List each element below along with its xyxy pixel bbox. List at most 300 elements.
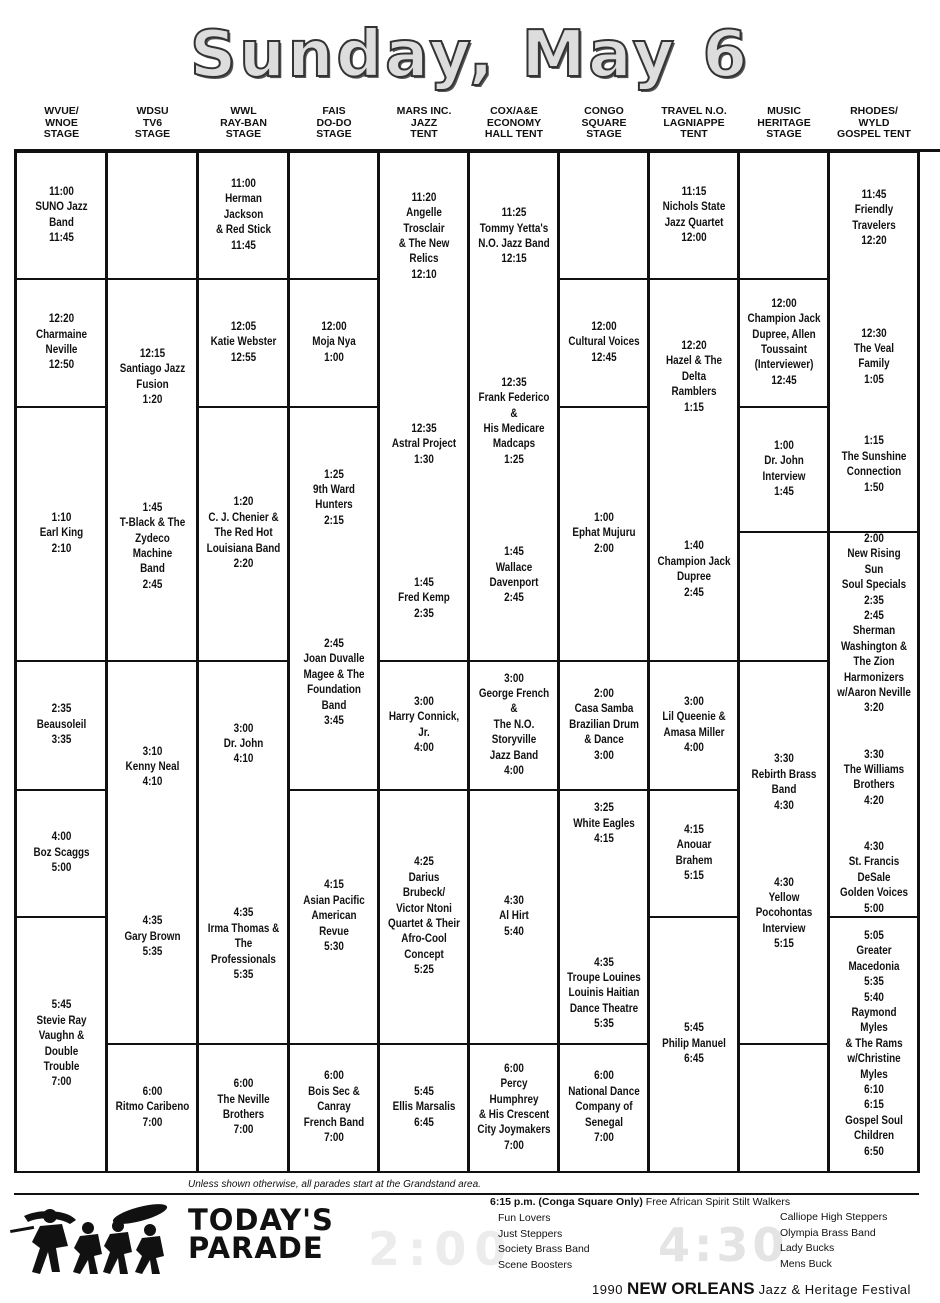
parade-group: Scene Boosters bbox=[498, 1258, 573, 1271]
performance-line: 5:40 bbox=[504, 925, 524, 938]
performance-line: 3:30 bbox=[864, 748, 884, 761]
spacer bbox=[115, 455, 190, 470]
spacer bbox=[387, 376, 461, 391]
performance-line: 1:20 bbox=[233, 496, 254, 509]
spacer bbox=[747, 829, 821, 844]
performance-line: 1:20 bbox=[142, 393, 163, 406]
spacer bbox=[567, 925, 641, 940]
performance-text bbox=[837, 929, 911, 1160]
performance-line: & Dance bbox=[584, 734, 624, 747]
performance-line: 3:30 bbox=[774, 753, 794, 766]
performance-line: Ramblers bbox=[671, 386, 717, 399]
performance-line: 4:25 bbox=[414, 856, 434, 869]
stage-header-line: MUSIC bbox=[767, 105, 801, 117]
spacer bbox=[387, 299, 461, 314]
performance-line: Band bbox=[140, 563, 165, 576]
performance-line: 11:45 bbox=[231, 239, 256, 252]
performance-line: 4:00 bbox=[414, 741, 434, 754]
performance-line: 12:35 bbox=[501, 376, 527, 389]
performance-line: Harry Connick, Jr. bbox=[388, 711, 460, 739]
performance-line: Frank Federico & bbox=[478, 392, 550, 420]
performance-text bbox=[387, 695, 461, 757]
performance-line: Dance Theatre bbox=[569, 1002, 639, 1015]
performance-text bbox=[477, 1062, 551, 1154]
performance-block bbox=[655, 661, 732, 790]
spacer bbox=[477, 283, 551, 298]
performance-line: 1:45 bbox=[504, 546, 524, 559]
performance-block bbox=[22, 152, 100, 279]
performance-text bbox=[387, 855, 461, 978]
performance-line: 1:25 bbox=[324, 468, 344, 481]
parade-group: Society Brass Band bbox=[498, 1243, 590, 1256]
performance-block bbox=[204, 661, 282, 1044]
performance-line: 12:15 bbox=[501, 253, 527, 266]
performance-line: 1:05 bbox=[864, 373, 884, 386]
spacer bbox=[387, 314, 461, 329]
spacer bbox=[837, 404, 911, 419]
performance-line: 1:45 bbox=[414, 576, 434, 589]
performance-text bbox=[207, 495, 281, 572]
performance-line: The Veal Family bbox=[853, 343, 895, 371]
grid-bottom-rule bbox=[14, 1171, 919, 1173]
parade-group: Calliope High Steppers bbox=[780, 1211, 888, 1223]
spacer bbox=[206, 829, 281, 844]
performance-text bbox=[477, 672, 551, 780]
performance-line: 11:00 bbox=[49, 185, 74, 198]
performance-line: Moja Nya bbox=[312, 336, 356, 349]
performance-line: 11:45 bbox=[49, 231, 74, 244]
performance-line: 2:45 bbox=[864, 609, 884, 622]
performance-line: & His Crescent bbox=[478, 1109, 550, 1121]
spacer bbox=[206, 845, 281, 860]
performance-line: 1:40 bbox=[684, 540, 704, 553]
spacer bbox=[124, 868, 180, 883]
performance-line: Soul Specials bbox=[841, 579, 907, 592]
performance-line: 12:45 bbox=[591, 351, 617, 364]
performance-line: 6:00 bbox=[324, 1070, 344, 1083]
spacer bbox=[837, 419, 911, 434]
performance-line: Magee & The bbox=[303, 668, 365, 681]
spacer bbox=[747, 845, 821, 860]
performance-line: Afro-Cool Concept bbox=[401, 933, 447, 961]
performance-text bbox=[206, 722, 281, 984]
parade-group: Lady Bucks bbox=[780, 1242, 835, 1255]
spacer bbox=[837, 265, 911, 280]
performance-block bbox=[475, 152, 552, 661]
performance-line: 7:00 bbox=[142, 1116, 163, 1129]
performance-line: 3:00 bbox=[414, 695, 434, 708]
performance-line: 4:15 bbox=[594, 833, 614, 846]
performance-line: Gospel Soul bbox=[845, 1114, 903, 1127]
performance-line: Yellow Pocohontas bbox=[755, 892, 813, 920]
spacer bbox=[477, 299, 551, 314]
performance-block bbox=[565, 1044, 642, 1172]
performance-line: The Red Hot bbox=[214, 527, 273, 540]
performance-line: Harmonizers bbox=[844, 671, 904, 684]
spacer bbox=[124, 806, 180, 821]
performance-line: Sherman bbox=[852, 625, 896, 638]
performance-line: 12:55 bbox=[230, 351, 257, 364]
performance-line: Charmaine bbox=[35, 328, 88, 341]
performance-line: Dupree bbox=[676, 571, 712, 584]
stage-header-line: WWL bbox=[230, 105, 257, 117]
spacer bbox=[837, 280, 911, 295]
stage-header-line: ECONOMY bbox=[486, 116, 542, 129]
performance-line: 12:50 bbox=[48, 359, 75, 372]
performance-text bbox=[206, 177, 281, 254]
performance-line: Joan Duvalle bbox=[303, 653, 365, 666]
stage-header-line: SQUARE bbox=[581, 116, 627, 129]
spacer bbox=[206, 860, 281, 875]
performance-line: Macedonia bbox=[848, 960, 900, 973]
performance-line: 5:00 bbox=[864, 902, 884, 915]
parade-group: Fun Lovers bbox=[498, 1212, 551, 1224]
stage-header-line: WDSU bbox=[136, 105, 169, 117]
performance-line: 3:00 bbox=[684, 695, 704, 708]
spacer bbox=[477, 314, 551, 329]
parade-note: Unless shown otherwise, all parades start at the Grandstand area. bbox=[188, 1179, 481, 1190]
performance-line: French Band bbox=[303, 1116, 365, 1129]
performance-block bbox=[113, 661, 191, 1044]
performance-block bbox=[22, 917, 100, 1172]
performance-line: 5:15 bbox=[684, 869, 704, 882]
spacer bbox=[657, 431, 731, 446]
performance-line: 1:25 bbox=[504, 453, 524, 466]
spacer bbox=[837, 717, 911, 732]
performance-line: The Williams bbox=[843, 764, 905, 777]
performance-text bbox=[115, 347, 190, 594]
performance-block bbox=[565, 279, 642, 407]
performance-line: 7:00 bbox=[594, 1132, 614, 1145]
spacer bbox=[297, 575, 371, 590]
performance-line: Bois Sec & Canray bbox=[308, 1085, 360, 1114]
spacer bbox=[387, 484, 461, 499]
performance-line: Senegal bbox=[585, 1116, 623, 1129]
performance-text bbox=[477, 206, 551, 607]
performance-block bbox=[745, 152, 822, 279]
performance-line: 6:50 bbox=[864, 1145, 884, 1158]
spacer bbox=[206, 891, 281, 906]
spacer bbox=[387, 345, 461, 360]
performance-text bbox=[36, 312, 87, 374]
performance-line: White Eagles bbox=[573, 817, 635, 830]
performance-text bbox=[33, 830, 89, 876]
performance-line: 4:30 bbox=[504, 894, 524, 907]
performance-line: 12:20 bbox=[48, 313, 75, 326]
performance-line: 2:15 bbox=[324, 514, 344, 527]
spacer bbox=[657, 524, 731, 539]
performance-block bbox=[385, 661, 462, 790]
performance-line: T-Black & The bbox=[119, 517, 186, 530]
performance-line: 11:45 bbox=[861, 188, 887, 201]
spacer bbox=[567, 909, 641, 924]
performance-block bbox=[655, 152, 732, 279]
performance-line: & The New Relics bbox=[398, 238, 450, 266]
performance-line: 4:10 bbox=[233, 753, 254, 766]
performance-line: Brahem bbox=[675, 854, 713, 867]
performance-line: 11:00 bbox=[231, 177, 256, 190]
parade-rule bbox=[14, 1193, 919, 1195]
stage-header-line: WYLD bbox=[858, 116, 890, 129]
spacer bbox=[206, 876, 281, 891]
performance-line: Troupe Louines bbox=[567, 971, 641, 984]
spacer bbox=[387, 514, 461, 529]
stage-header-line: GOSPEL TENT bbox=[837, 128, 911, 140]
performance-line: 3:45 bbox=[324, 715, 344, 728]
spacer bbox=[387, 407, 461, 422]
performance-block bbox=[745, 407, 822, 532]
parade-group: Just Steppers bbox=[498, 1227, 563, 1240]
performance-line: Toussaint bbox=[761, 344, 807, 356]
performance-line: 1:15 bbox=[684, 401, 704, 414]
spacer bbox=[837, 250, 911, 265]
performance-line: 4:35 bbox=[233, 907, 254, 920]
stage-header-line: RAY-BAN bbox=[220, 116, 267, 129]
performance-line: The N.O. bbox=[493, 718, 535, 731]
performance-line: Children bbox=[853, 1130, 895, 1143]
stage-header-line: WNOE bbox=[45, 116, 78, 129]
performance-line: Interview bbox=[762, 470, 806, 483]
performance-line: 4:30 bbox=[774, 876, 794, 889]
stage-header-line: WVUE/ bbox=[44, 105, 79, 117]
performance-line: 2:35 bbox=[414, 607, 434, 620]
parade-group: Olympia Brass Band bbox=[780, 1226, 876, 1239]
performance-block bbox=[565, 661, 642, 790]
performance-line: Cultural Voices bbox=[568, 336, 640, 349]
performance-line: National Dance bbox=[568, 1085, 640, 1098]
performance-line: 5:45 bbox=[684, 1022, 704, 1035]
performance-line: 7:00 bbox=[324, 1132, 344, 1145]
performance-line: 4:35 bbox=[594, 956, 614, 969]
spacer bbox=[297, 622, 371, 637]
performance-block bbox=[204, 407, 282, 661]
performance-line: Friendly Travelers bbox=[852, 204, 896, 232]
performance-line: Golden Voices bbox=[840, 887, 908, 900]
conga-parade-time: 6:15 p.m. (Conga Square Only) bbox=[490, 1196, 643, 1208]
conga-parade-line bbox=[490, 1196, 790, 1208]
spacer bbox=[747, 860, 821, 875]
spacer bbox=[387, 329, 461, 344]
performance-line: 5:30 bbox=[324, 941, 344, 954]
performance-line: Angelle Trosclair bbox=[403, 207, 445, 235]
performance-text bbox=[763, 439, 806, 501]
spacer bbox=[387, 499, 461, 514]
performance-text bbox=[35, 185, 87, 247]
spacer bbox=[567, 894, 641, 909]
performance-line: w/Aaron Neville bbox=[837, 686, 911, 699]
performance-line: 4:00 bbox=[504, 765, 524, 778]
performance-line: 5:35 bbox=[864, 976, 884, 989]
performance-line: Santiago Jazz bbox=[119, 363, 186, 376]
performance-line: Trouble bbox=[43, 1060, 80, 1073]
spacer bbox=[477, 484, 551, 499]
performance-line: Gary Brown bbox=[124, 930, 181, 943]
performance-text bbox=[40, 511, 83, 557]
performance-line: Neville bbox=[45, 344, 78, 356]
performance-line: 5:40 bbox=[864, 991, 884, 1004]
stage-header-line: HERITAGE bbox=[757, 116, 811, 129]
spacer bbox=[837, 732, 911, 747]
performance-line: Band bbox=[49, 216, 74, 229]
spacer bbox=[387, 561, 461, 576]
performance-line: Kenny Neal bbox=[125, 761, 180, 774]
performance-line: 5:05 bbox=[864, 929, 884, 942]
performance-block bbox=[385, 790, 462, 1044]
performance-text bbox=[662, 695, 725, 757]
performance-line: 1:00 bbox=[324, 351, 344, 364]
performance-line: 1:50 bbox=[864, 481, 884, 494]
spacer bbox=[477, 514, 551, 529]
performance-line: 12:05 bbox=[230, 320, 257, 333]
performance-line: 7:00 bbox=[504, 1139, 524, 1152]
performance-line: Davenport bbox=[489, 576, 539, 589]
performance-block bbox=[835, 152, 912, 532]
performance-line: 12:00 bbox=[771, 297, 797, 310]
performance-line: 12:45 bbox=[771, 374, 797, 387]
performance-line: City Joymakers bbox=[477, 1124, 551, 1137]
performance-text bbox=[568, 320, 639, 366]
performance-line: 12:20 bbox=[681, 340, 707, 353]
spacer bbox=[387, 391, 461, 406]
performance-line: The Zion bbox=[853, 656, 895, 669]
performance-line: Company of bbox=[575, 1101, 633, 1114]
performance-line: 4:15 bbox=[324, 879, 344, 892]
performance-block bbox=[655, 917, 732, 1172]
spacer bbox=[657, 447, 731, 462]
performance-line: 2:45 bbox=[324, 638, 344, 651]
footer-year: 1990 bbox=[592, 1282, 623, 1297]
performance-block bbox=[565, 407, 642, 661]
performance-block bbox=[204, 279, 282, 407]
performance-text bbox=[217, 1077, 269, 1139]
performance-line: Casa Samba bbox=[574, 703, 634, 716]
stage-header-line: STAGE bbox=[225, 128, 262, 140]
spacer bbox=[837, 296, 911, 311]
performance-line: Nichols State bbox=[662, 201, 726, 214]
performance-line: 3:00 bbox=[504, 672, 524, 685]
stage-header-line: RHODES/ bbox=[850, 105, 898, 117]
performance-block bbox=[22, 407, 100, 661]
performance-line: 2:20 bbox=[233, 558, 254, 571]
performance-line: The Professionals bbox=[211, 938, 276, 966]
performance-line: 2:00 bbox=[594, 687, 614, 700]
performance-block bbox=[295, 790, 372, 1044]
performance-line: 9th Ward Hunters bbox=[313, 483, 355, 512]
spacer bbox=[747, 814, 821, 829]
performance-line: American Revue bbox=[311, 910, 357, 938]
performance-line: 1:45 bbox=[774, 485, 794, 498]
spacer bbox=[387, 468, 461, 483]
performance-line: 5:35 bbox=[594, 1018, 614, 1031]
stage-header-line: TENT bbox=[680, 128, 708, 140]
spacer bbox=[297, 560, 371, 575]
parade-title-line2: PARADE bbox=[188, 1231, 324, 1265]
performance-block bbox=[385, 152, 462, 661]
performance-line: Connection bbox=[846, 466, 902, 479]
spacer bbox=[387, 530, 461, 545]
performance-line: 11:20 bbox=[411, 191, 437, 204]
spacer bbox=[297, 545, 371, 560]
spacer bbox=[477, 499, 551, 514]
performance-line: Lil Queenie & bbox=[662, 711, 726, 724]
stage-header-line: MARS INC. bbox=[396, 105, 452, 117]
spacer bbox=[115, 408, 190, 423]
spacer bbox=[124, 853, 180, 868]
footer-festival: Jazz & Heritage Festival bbox=[758, 1282, 911, 1297]
performance-line: 12:35 bbox=[411, 422, 437, 435]
performance-line: Victor Ntoni bbox=[396, 902, 452, 915]
spacer bbox=[477, 329, 551, 344]
performance-line: Champion Jack bbox=[657, 555, 731, 568]
performance-block bbox=[565, 790, 642, 1044]
stage-header-line: DO-DO bbox=[316, 116, 352, 129]
performance-block bbox=[655, 279, 732, 661]
spacer bbox=[567, 940, 641, 955]
performance-text bbox=[837, 532, 911, 917]
spacer bbox=[124, 837, 180, 852]
performance-block bbox=[113, 1044, 191, 1172]
performance-line: Ellis Marsalis bbox=[392, 1101, 456, 1114]
performance-line: w/Christine Myles bbox=[847, 1053, 901, 1081]
performance-line: 2:00 bbox=[594, 542, 614, 555]
performance-block bbox=[113, 152, 191, 279]
stage-header-line: COX/A&E bbox=[490, 105, 538, 117]
spacer bbox=[387, 360, 461, 375]
performance-block bbox=[475, 1044, 552, 1172]
performance-text bbox=[837, 188, 911, 496]
performance-line: 2:10 bbox=[51, 542, 72, 555]
spacer bbox=[206, 783, 281, 798]
parade-groups-2pm bbox=[498, 1211, 590, 1273]
performance-text bbox=[499, 894, 529, 940]
performance-line: Anouar bbox=[676, 839, 712, 852]
performance-line: His Medicare bbox=[483, 422, 545, 435]
performance-block bbox=[745, 661, 822, 1044]
spacer bbox=[124, 791, 180, 806]
performance-line: 4:35 bbox=[142, 915, 163, 928]
performance-line: 4:20 bbox=[864, 794, 884, 807]
performance-line: 12:15 bbox=[139, 347, 166, 360]
stage-header-line: STAGE bbox=[316, 128, 352, 140]
spacer bbox=[206, 799, 281, 814]
performance-line: Jazz Band bbox=[489, 749, 539, 762]
performance-line: Foundation Band bbox=[307, 684, 361, 712]
parade-time-430: 4:30 bbox=[658, 1218, 789, 1272]
performance-line: Rebirth Brass bbox=[751, 768, 817, 781]
stage-header-line: TRAVEL N.O. bbox=[661, 105, 727, 117]
performance-line: 1:00 bbox=[594, 511, 614, 524]
performance-line: 5:35 bbox=[233, 969, 254, 982]
spacer bbox=[837, 809, 911, 824]
performance-line: Greater bbox=[856, 945, 892, 958]
spacer bbox=[206, 768, 281, 783]
stage-header-line: TV6 bbox=[142, 116, 163, 129]
performance-line: Band bbox=[771, 784, 797, 797]
spacer bbox=[297, 606, 371, 621]
performance-block bbox=[113, 279, 191, 661]
performance-line: Storyville bbox=[491, 734, 537, 747]
spacer bbox=[297, 529, 371, 544]
spacer bbox=[387, 283, 461, 298]
footer-city: NEW ORLEANS bbox=[627, 1279, 755, 1298]
stage-header-line: STAGE bbox=[43, 128, 80, 140]
performance-text bbox=[116, 1085, 190, 1131]
spacer bbox=[477, 530, 551, 545]
stage-header-line: HALL TENT bbox=[484, 128, 544, 140]
performance-block bbox=[835, 917, 912, 1172]
performance-line: & The Rams bbox=[845, 1037, 903, 1050]
performance-block bbox=[204, 152, 282, 279]
